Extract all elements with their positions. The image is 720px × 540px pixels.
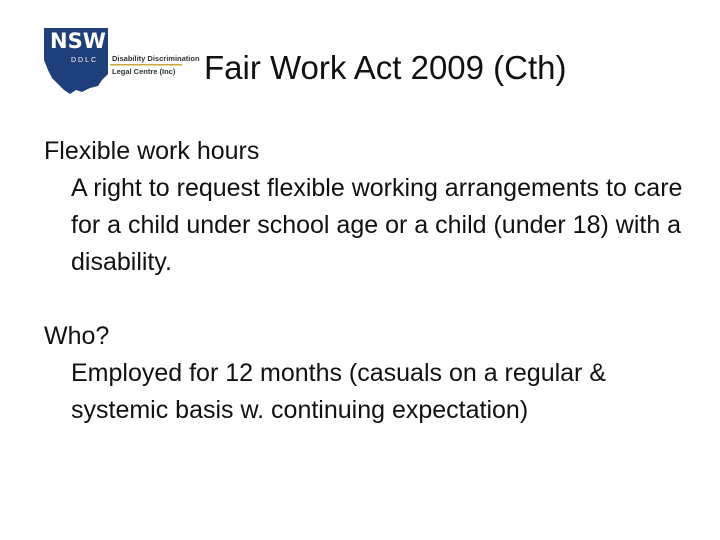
- section-body: Employed for 12 months (casuals on a regular & systemic basis w. continuing expectation): [71, 359, 606, 424]
- slide-content: [44, 133, 704, 429]
- logo-line-2: Legal Centre (Inc): [112, 67, 176, 76]
- section-flexible-work-hours: [44, 133, 704, 281]
- logo-rule: [110, 64, 182, 66]
- section-heading: Flexible work hours: [44, 137, 260, 165]
- section-body: A right to request flexible working arrangements to care for a child under school age or a child (under 18) with a disability.: [71, 174, 683, 276]
- section-who: [44, 318, 704, 429]
- logo: [40, 24, 200, 96]
- section-heading: Who?: [44, 322, 110, 350]
- logo-word: NSW: [50, 29, 106, 53]
- section-spacer: [44, 281, 704, 318]
- slide-title: Fair Work Act 2009 (Cth): [204, 49, 567, 86]
- logo-sub: DDLC: [71, 57, 99, 64]
- logo-line-1: Disability Discrimination: [112, 54, 200, 63]
